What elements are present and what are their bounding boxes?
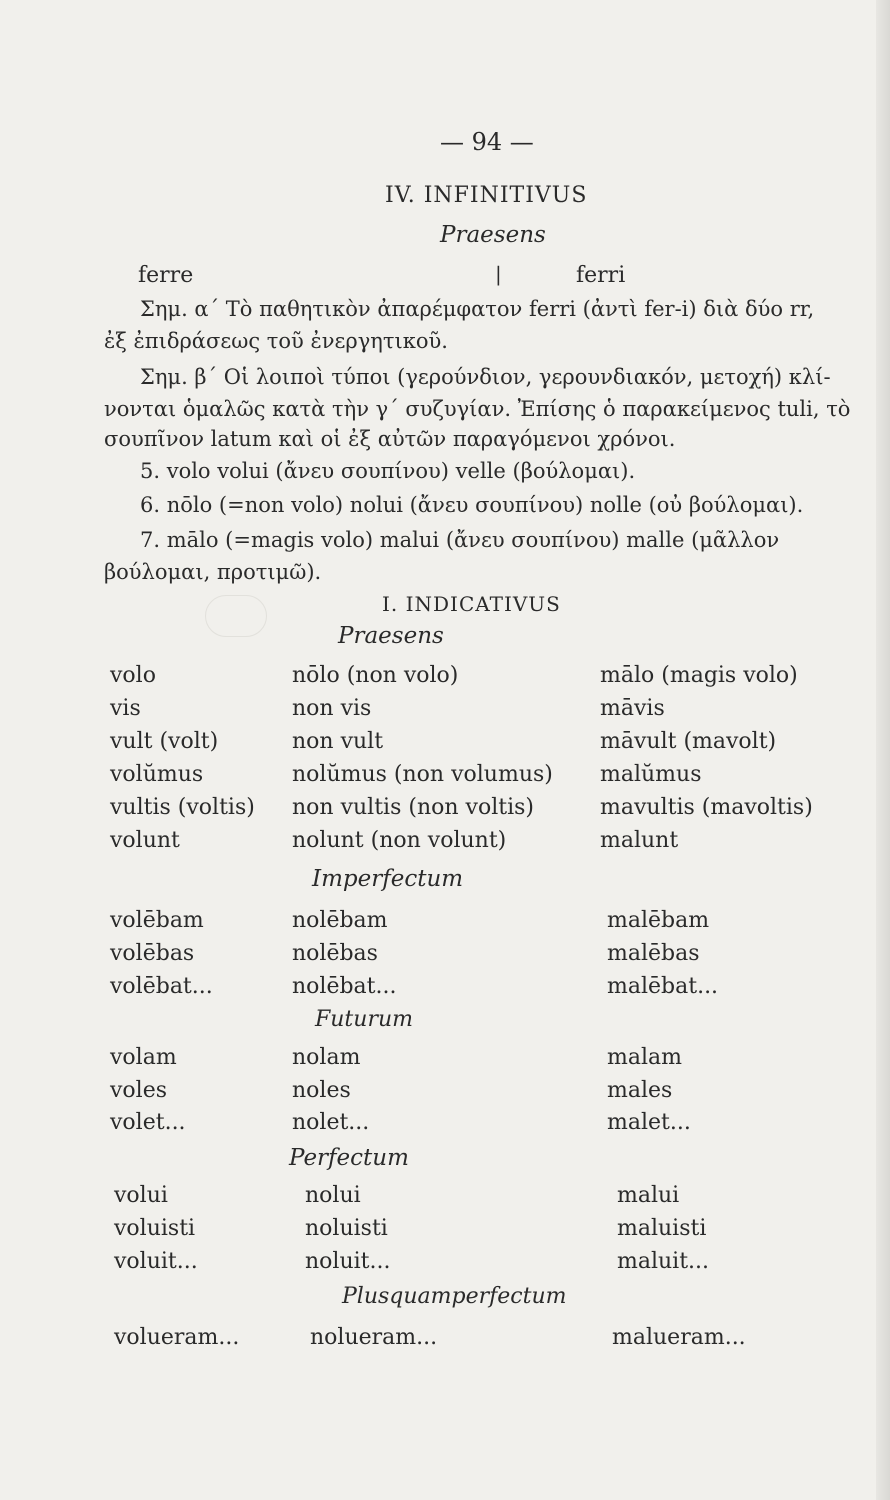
form-cell: voles: [110, 1078, 168, 1103]
form-cell: mālo (magis volo): [600, 663, 798, 688]
form-cell: nolēbas: [292, 941, 378, 966]
form-cell: non vult: [292, 729, 384, 754]
form-cell: nolet...: [292, 1110, 370, 1135]
form-cell: noluit...: [305, 1249, 391, 1274]
column-separator: |: [495, 262, 502, 286]
note-line: νονται ὁμαλῶς κατὰ τὴν γ΄ συζυγίαν. Ἐπίσης ὁ παρακείμενος tuli, τὸ: [104, 397, 851, 421]
tense-heading: Perfectum: [289, 1145, 409, 1171]
section-subheading: Praesens: [440, 222, 546, 248]
tense-heading: Imperfectum: [312, 866, 464, 892]
form-cell: nolunt (non volunt): [292, 828, 507, 853]
page-number: — 94 —: [440, 128, 534, 156]
form-cell: malunt: [600, 828, 679, 853]
form-cell: vis: [110, 696, 141, 721]
form-cell: māvult (mavolt): [600, 729, 777, 754]
note-line: ἐξ ἐπιδράσεως τοῦ ἐνεργητικοῦ.: [104, 329, 448, 353]
form-cell: malueram...: [612, 1325, 746, 1350]
form-cell: noles: [292, 1078, 351, 1103]
form-cell: malēbam: [607, 908, 710, 933]
indicative-heading: I. INDICATIVUS: [382, 592, 561, 616]
verb-entry-nolo: 6. nōlo (=non volo) nolui (ἄνευ σουπίνου) nolle (οὐ βούλομαι).: [140, 493, 804, 517]
form-cell: volo: [110, 663, 156, 688]
form-cell: malēbas: [607, 941, 700, 966]
form-cell: voluit...: [114, 1249, 198, 1274]
form-cell: volam: [110, 1045, 177, 1070]
form-cell: noluisti: [305, 1216, 388, 1241]
form-cell: non vultis (non voltis): [292, 795, 534, 820]
verb-entry-malo-cont: βούλομαι, προτιμῶ).: [104, 560, 322, 584]
form-cell: males: [607, 1078, 673, 1103]
form-cell: voluisti: [114, 1216, 196, 1241]
form-cell: nolui: [305, 1183, 361, 1208]
faint-stamp: [205, 595, 267, 637]
form-cell: maluisti: [617, 1216, 707, 1241]
verb-entry-malo: 7. mālo (=magis volo) malui (ἄνευ σουπίνου) malle (μᾶλλον: [140, 528, 780, 552]
passive-infinitive: ferri: [576, 263, 626, 288]
form-cell: māvis: [600, 696, 665, 721]
form-cell: volet...: [110, 1110, 186, 1135]
form-cell: maluit...: [617, 1249, 710, 1274]
active-infinitive: ferre: [138, 263, 194, 288]
form-cell: malŭmus: [600, 762, 702, 787]
form-cell: nōlo (non volo): [292, 663, 459, 688]
form-cell: volueram...: [114, 1325, 240, 1350]
form-cell: mavultis (mavoltis): [600, 795, 813, 820]
note-line: Σημ. β΄ Οἱ λοιποὶ τύποι (γερούνδιον, γερουνδιακόν, μετοχή) κλί-: [140, 365, 831, 389]
form-cell: volēbam: [110, 908, 204, 933]
form-cell: nolueram...: [310, 1325, 438, 1350]
form-cell: vult (volt): [110, 729, 219, 754]
form-cell: vultis (voltis): [110, 795, 255, 820]
form-cell: malēbat...: [607, 974, 719, 999]
form-cell: volēbat...: [110, 974, 213, 999]
form-cell: volēbas: [110, 941, 195, 966]
form-cell: volui: [114, 1183, 168, 1208]
note-line: Σημ. α΄ Τὸ παθητικὸν ἀπαρέμφατον ferri (ἀντὶ fer-i) διὰ δύο rr,: [140, 297, 815, 321]
form-cell: nolēbat...: [292, 974, 397, 999]
page-edge: [876, 0, 890, 1500]
form-cell: nolŭmus (non volumus): [292, 762, 553, 787]
form-cell: nolam: [292, 1045, 361, 1070]
form-cell: volunt: [110, 828, 180, 853]
section-heading: IV. INFINITIVUS: [385, 183, 588, 208]
tense-heading: Plusquamperfectum: [342, 1284, 567, 1309]
form-cell: nolēbam: [292, 908, 388, 933]
form-cell: malui: [617, 1183, 680, 1208]
verb-entry-volo: 5. volo volui (ἄνευ σουπίνου) velle (βούλομαι).: [140, 459, 636, 483]
form-cell: malam: [607, 1045, 682, 1070]
form-cell: malet...: [607, 1110, 691, 1135]
form-cell: non vis: [292, 696, 372, 721]
tense-heading: Praesens: [338, 623, 444, 649]
note-line: σουπῖνον latum καὶ οἱ ἐξ αὐτῶν παραγόμενοι χρόνοι.: [104, 427, 676, 451]
tense-heading: Futurum: [315, 1007, 413, 1032]
form-cell: volŭmus: [110, 762, 204, 787]
